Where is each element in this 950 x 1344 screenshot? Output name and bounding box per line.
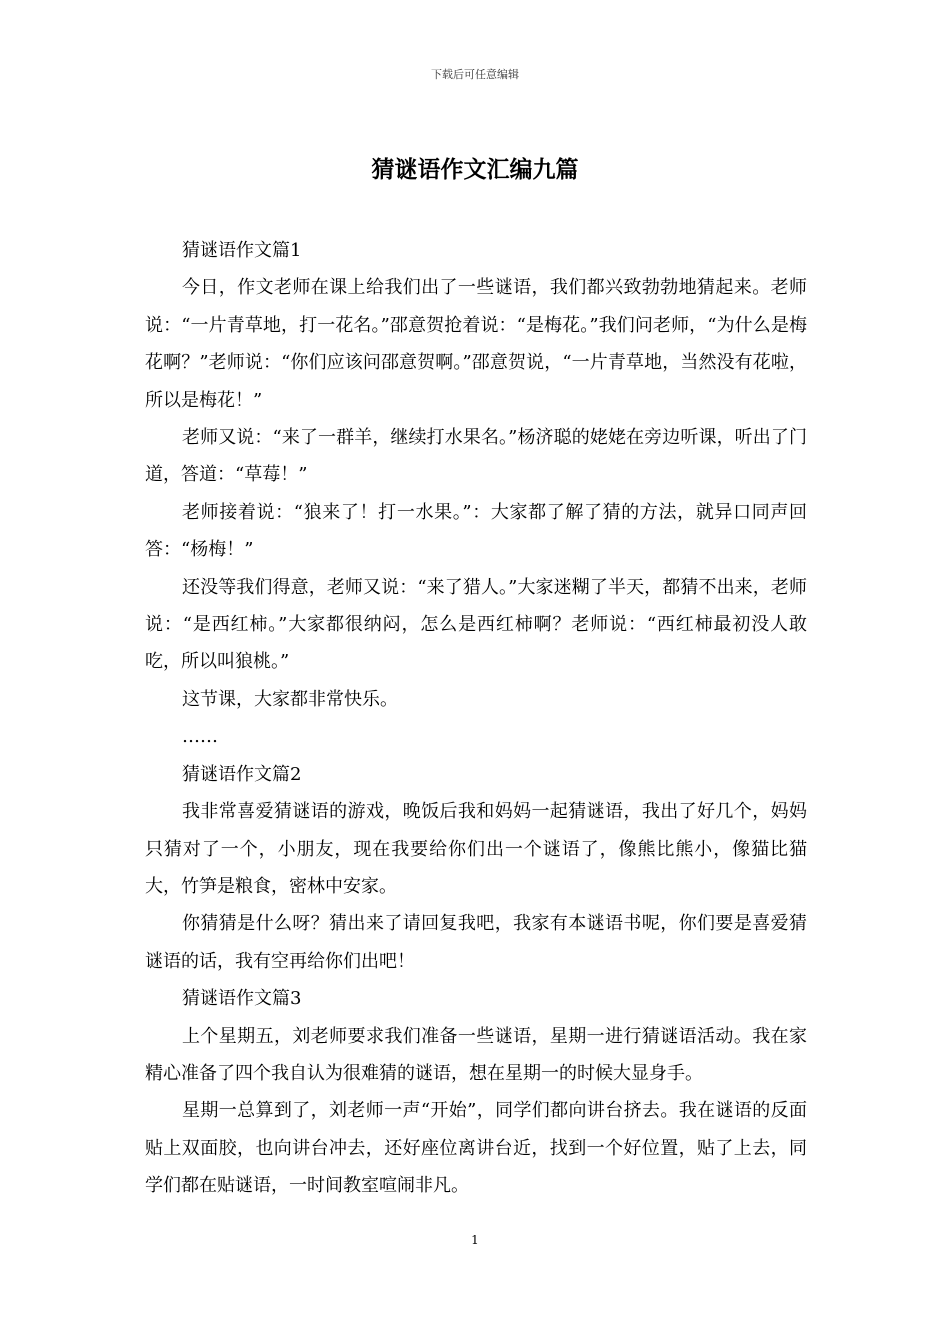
section-heading-2: 猜谜语作文篇2 (182, 763, 302, 785)
paragraph: 星期一总算到了，刘老师一声“开始”，同学们都向讲台挤去。我在谜语的反面贴上双面胶，也向讲台冲去，还好座位离讲台近，找到一个好位置，贴了上去，同学们都在贴谜语，一时间教室喧闹非凡。 (145, 1100, 807, 1197)
paragraph: 上个星期五，刘老师要求我们准备一些谜语，星期一进行猜谜语活动。我在家精心准备了四个我自认为很难猜的谜语，想在星期一的时候大显身手。 (145, 1025, 807, 1084)
paragraph: 还没等我们得意，老师又说：“来了猎人。”大家迷糊了半天，都猜不出来，老师说：“是西红柿。”大家都很纳闷，怎么是西红柿啊？老师说：“西红柿最初没人敢吃，所以叫狼桃。” (145, 576, 807, 673)
paragraph: 这节课，大家都非常快乐。 (182, 688, 398, 710)
page-number: 1 (471, 1233, 479, 1247)
paragraph: 今日，作文老师在课上给我们出了一些谜语，我们都兴致勃勃地猜起来。老师说：“一片青草地，打一花名。”邵意贺抢着说：“是梅花。”我们问老师，“为什么是梅花啊？”老师说：“你们应该问邵意贺啊。”邵意贺说，“一片青草地，当然没有花啦，所以是梅花！” (145, 277, 807, 411)
paragraph: 老师接着说：“狼来了！打一水果。”：大家都了解了猜的方法，就异口同声回答：“杨梅！” (145, 501, 807, 561)
section-heading-1: 猜谜语作文篇1 (182, 240, 302, 261)
paragraph: 你猜猜是什么呀？猜出来了请回复我吧，我家有本谜语书呢，你们要是喜爱猜谜语的话，我有空再给你们出吧！ (145, 913, 807, 972)
section-heading-3: 猜谜语作文篇3 (182, 988, 302, 1010)
paragraph: 老师又说：“来了一群羊，继续打水果名。”杨济聪的姥姥在旁边听课，听出了门道，答道：“草莓！” (145, 427, 807, 486)
document-title: 猜谜语作文汇编九篇 (371, 156, 579, 183)
header-note: 下载后可任意编辑 (431, 68, 519, 81)
paragraph: 我非常喜爱猜谜语的游戏，晚饭后我和妈妈一起猜谜语，我出了好几个，妈妈只猜对了一个，小朋友，现在我要给你们出一个谜语了，像熊比熊小，像猫比猫大，竹笋是粮食，密林中安家。 (145, 801, 807, 897)
ellipsis-separator: …… (182, 726, 218, 748)
document-body (145, 232, 807, 1205)
